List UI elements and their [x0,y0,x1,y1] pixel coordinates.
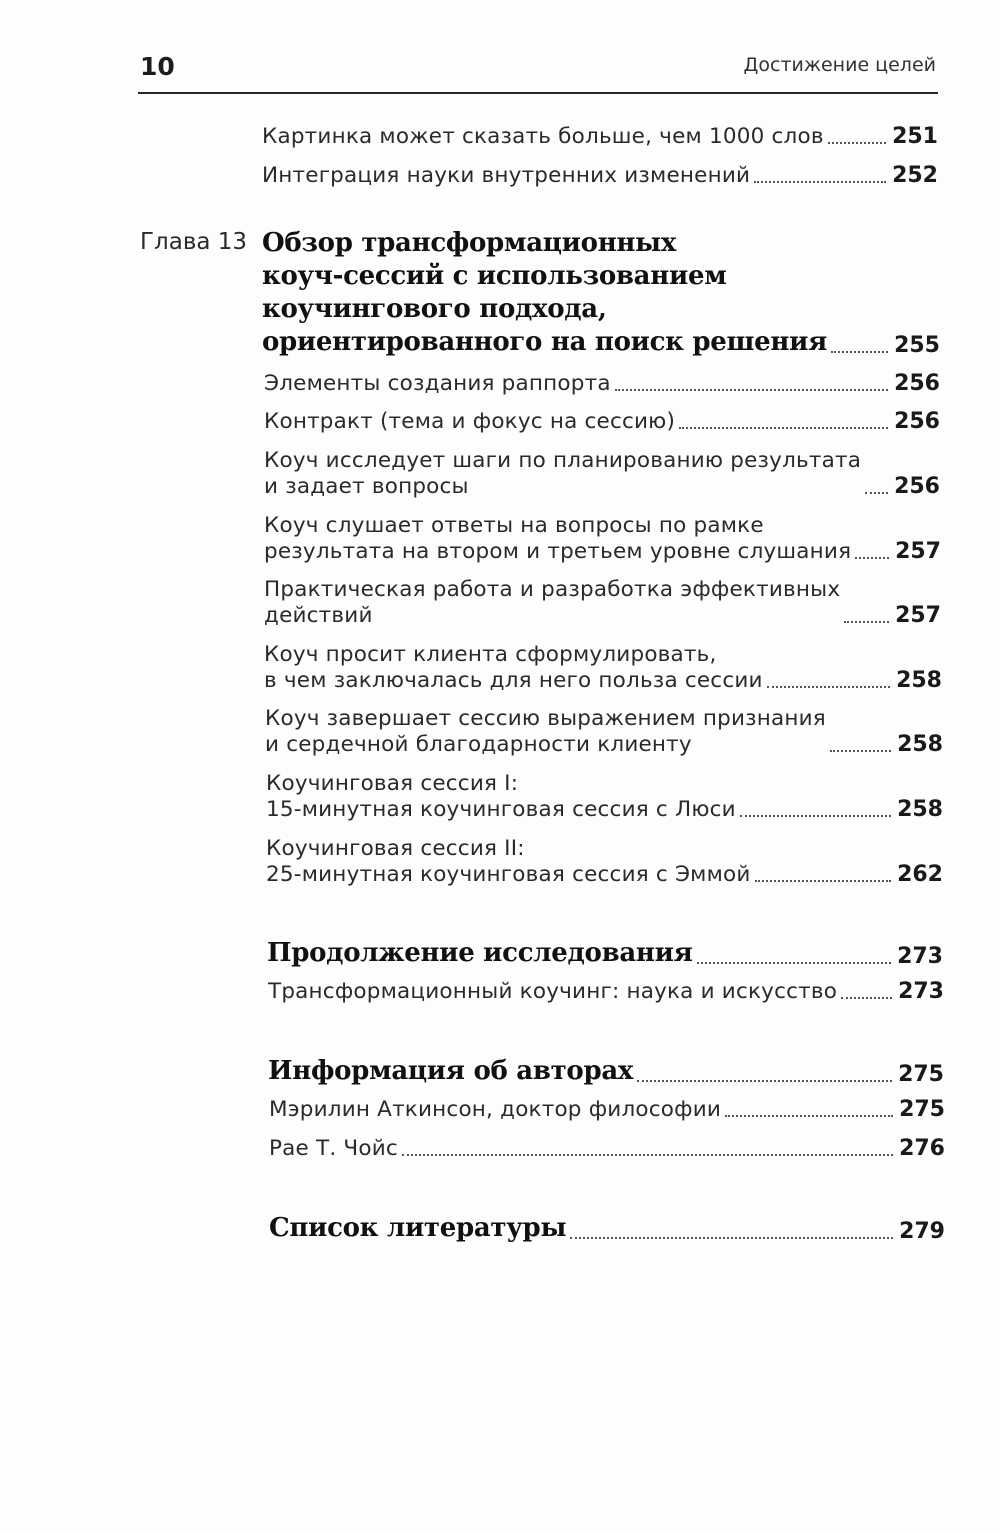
toc-entry-page: 258 [897,732,943,757]
toc-entry-text: Коучинговая сессия II: 25-минутная коучинговая сессия с Эммой [266,836,751,887]
chapter-heading[interactable] [262,227,940,359]
dot-leader [830,750,891,752]
dot-leader [855,557,889,559]
toc-entry-text: Картинка может сказать больше, чем 1000 слов [262,124,824,149]
dot-leader [865,492,888,494]
toc-entry-text: Трансформационный коучинг: наука и искусство [268,979,838,1004]
dot-leader [755,880,892,882]
toc-entry-page: 257 [895,539,941,564]
toc-entry-page: 256 [894,409,940,434]
dot-leader [841,997,892,999]
toc-entry-text: Мэрилин Аткинсон, доктор философии [269,1097,722,1122]
toc-entry[interactable] [269,1136,945,1162]
section-title: Продолжение исследования [267,938,693,968]
chapter-page: 255 [894,333,940,358]
toc-entry-text: Коуч завершает сессию выражением признания и сердечной благодарности клиенту [265,706,826,757]
section-heading[interactable] [269,1212,945,1245]
toc-entry-text: Коучинговая сессия I: 15-минутная коучинговая сессия с Люси [266,771,736,822]
toc-entry-page: 262 [897,862,943,887]
toc-entry[interactable] [264,409,940,435]
dot-leader [844,621,889,623]
toc-entry-text: Рае Т. Чойс [269,1136,398,1161]
toc-entry-text: Элементы создания раппорта [264,371,611,396]
toc-entry-page: 251 [892,124,938,149]
toc-entry-page: 256 [894,371,940,396]
toc-entry-page: 273 [898,979,944,1004]
dot-leader [402,1154,893,1156]
toc-entry[interactable] [264,448,940,500]
dot-leader [615,389,888,391]
toc-entry[interactable] [264,642,942,694]
dot-leader [697,962,892,964]
running-title: Достижение целей [743,54,936,76]
toc-entry-text: Коуч слушает ответы на вопросы по рамке результата на втором и третьем уровне слушания [264,513,852,564]
toc-entry-page: 257 [895,603,941,628]
dot-leader [767,686,890,688]
dot-leader [637,1080,892,1082]
toc-entry-text: Коуч просит клиента сформулировать, в чем заключалась для него польза сессии [264,642,763,693]
toc-entry[interactable] [268,979,944,1005]
section-page: 273 [897,944,943,969]
toc-entry-page: 275 [899,1097,945,1122]
toc-entry-text: Практическая работа и разработка эффективных действий [264,577,841,628]
toc-entry-text: Коуч исследует шаги по планированию результата и задает вопросы [264,448,862,499]
toc-entry[interactable] [262,163,938,189]
section-page: 279 [899,1219,945,1244]
toc-entry[interactable] [266,836,943,888]
toc-entry[interactable] [269,1097,945,1123]
section-page: 275 [898,1062,944,1087]
toc-entry-text: Контракт (тема и фокус на сессию) [264,409,676,434]
toc-entry-page: 276 [899,1136,945,1161]
page-header [138,50,938,94]
dot-leader [740,815,891,817]
chapter-label: Глава 13 [140,229,248,255]
toc-entry-text: Интеграция науки внутренних изменений [262,163,751,188]
toc-entry-page: 258 [896,668,942,693]
section-title: Информация об авторах [268,1056,634,1086]
section-title: Список литературы [269,1213,567,1243]
dot-leader [754,181,886,183]
dot-leader [679,427,888,429]
section-heading[interactable] [267,937,943,970]
toc-entry-page: 252 [892,163,938,188]
dot-leader [828,142,886,144]
toc-entry-page: 258 [897,797,943,822]
toc-entry[interactable] [264,513,941,565]
page-number: 10 [140,52,175,81]
chapter-title: Обзор трансформационных коуч-сессий с использованием коучингового подхода, ориентированного на поиск решения [262,228,828,357]
toc-entry[interactable] [262,124,938,150]
section-heading[interactable] [268,1055,944,1088]
toc-entry[interactable] [264,577,941,629]
dot-leader [570,1237,893,1239]
toc-entry[interactable] [264,371,940,397]
dot-leader [725,1115,893,1117]
toc-entry-page: 256 [894,474,940,499]
toc-entry[interactable] [266,771,943,823]
toc-entry[interactable] [265,706,943,758]
dot-leader [831,351,888,353]
